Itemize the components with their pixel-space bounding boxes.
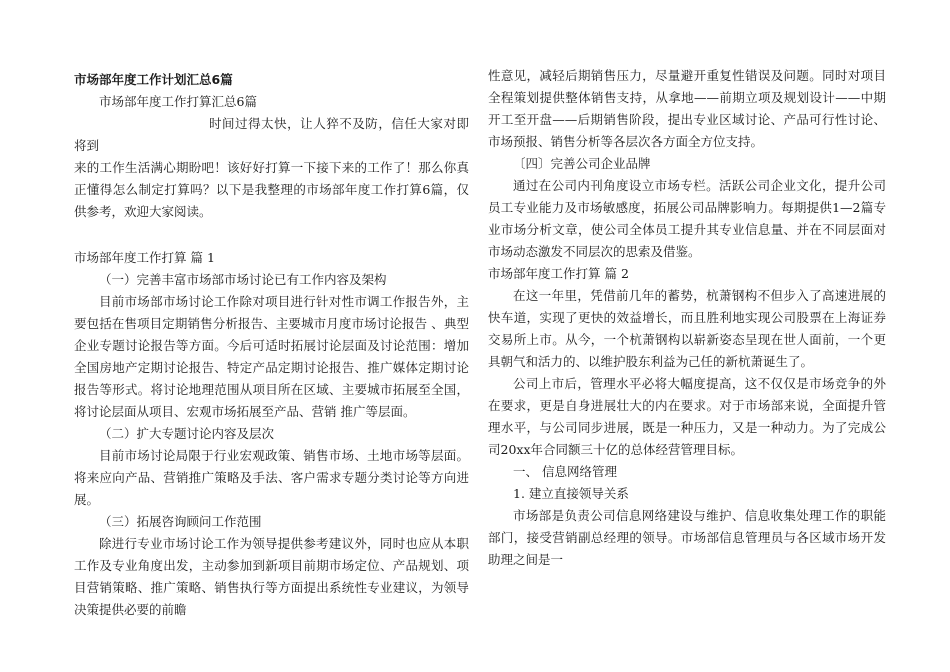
document-subtitle: 市场部年度工作打算汇总6篇 xyxy=(99,94,257,109)
document-title: 市场部年度工作计划汇总6篇 xyxy=(74,72,233,87)
intro-paragraph: 来的工作生活满心期盼吧！该好好打算一下接下来的工作了！那么你真正懂得怎么制定打算吗？以下是我整理的市场部年度工作打算6篇，仅供参考，欢迎大家阅读。 xyxy=(74,160,469,219)
part1-heading: 市场部年度工作打算 篇 1 xyxy=(74,250,215,265)
intro-first-line: 时间过得太快，让人猝不及防，信任大家对即将到 xyxy=(74,116,469,153)
section1-heading: （一）完善丰富市场部市场讨论已有工作内容及架构 xyxy=(99,272,387,287)
section3-body: 除进行专业市场讨论工作为领导提供参考建议外，同时也应从本职工作及专业角度出发，主动参加到新项目前期市场定位、产品规划、项目营销策略、推广策略、销售执行等方面提出系统性专业建议，为领导决策提供必要的前瞻 xyxy=(74,536,469,617)
part2-heading: 市场部年度工作打算 篇 2 xyxy=(488,266,629,281)
left-column xyxy=(74,65,469,621)
item-one-body: 市场部是负责公司信息网络建设与维护、信息收集处理工作的职能部门，接受营销副总经理的领导。市场部信息管理员与各区域市场开发助理之间是一 xyxy=(488,508,886,567)
section4-heading: 〔四〕完善公司企业品牌 xyxy=(513,156,651,171)
part2-paragraph-1: 在这一年里，凭借前几年的蓄势，杭萧钢构不但步入了高速进展的快车道，实现了更快的效益增长，而且胜利地实现公司股票在上海证券交易所上市。从今，一个杭萧钢构以崭新姿态呈现在世人面前，一个更具朝气和活力的、以维护股东利益为己任的新杭萧诞生了。 xyxy=(488,288,886,369)
section-one-heading: 一、 信息网络管理 xyxy=(513,464,617,479)
right-column xyxy=(488,65,886,571)
section4-body: 通过在公司内刊角度设立市场专栏。活跃公司企业文化，提升公司员工专业能力及市场敏感度，拓展公司品牌影响力。每期提供1—2篇专业市场分析文章，使公司全体员工提升其专业信息量、并在不同层面对市场动态激发不同层次的思索及借鉴。 xyxy=(488,178,886,259)
part2-paragraph-2: 公司上市后，管理水平必将大幅度提高，这不仅仅是市场竞争的外在要求，更是自身进展壮大的内在要求。对于市场部来说，全面提升管理水平，与公司同步进展，既是一种压力，又是一种动力。为了完成公司20xx年合同额三十亿的总体经营管理目标。 xyxy=(488,376,886,457)
section2-heading: （二）扩大专题讨论内容及层次 xyxy=(99,426,275,441)
item-one-heading: 1. 建立直接领导关系 xyxy=(513,486,629,501)
section3-heading: （三）拓展咨询顾问工作范围 xyxy=(99,514,262,529)
section1-body: 目前市场部市场讨论工作除对项目进行针对性市调工作报告外，主要包括在售项目定期销售分析报告、主要城市月度市场讨论报告 、典型企业专题讨论报告等方面。今后可适时拓展讨论层面及讨论范围：增加全国房地产定期讨论报告、特定产品定期讨论报告、推广媒体定期讨论报告等形式。将讨论地理范围从项目所在区域、主要城市拓展至全国，将讨论层面从项目、宏观市场拓展至产品、营销 推广等层面。 xyxy=(74,294,469,419)
blank-line xyxy=(74,223,469,245)
continuation-paragraph: 性意见，减轻后期销售压力，尽量避开重复性错误及问题。同时对项目全程策划提供整体销售支持，从拿地——前期立项及规划设计——中期开工至开盘——后期销售阶段，提出专业区域讨论、产品可行性讨论、市场预报、销售分析等各层次各方面全方位支持。 xyxy=(488,68,886,149)
section2-body: 目前市场讨论局限于行业宏观政策、销售市场、土地市场等层面。将来应向产品、营销推广策略及手法、客户需求专题分类讨论等方向进展。 xyxy=(74,448,469,507)
